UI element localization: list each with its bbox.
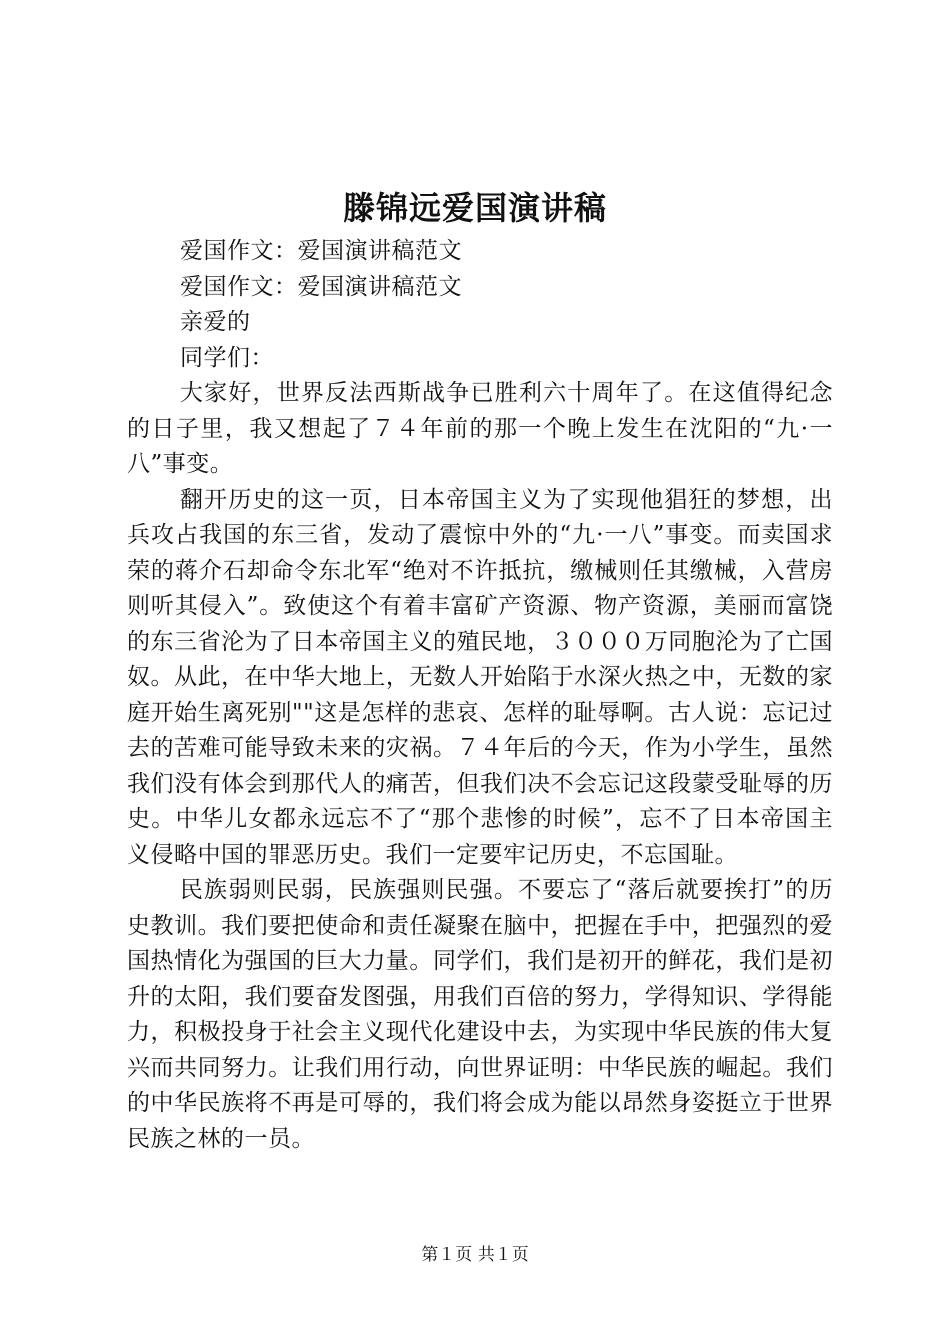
header-line: 爱国作文：爱国演讲稿范文 (180, 273, 462, 300)
salutation-line: 同学们： (180, 344, 274, 371)
document-title: 滕锦远爱国演讲稿 (342, 189, 607, 227)
document-body (127, 234, 833, 1157)
header-line: 爱国作文：爱国演讲稿范文 (180, 238, 462, 264)
salutation-line: 亲爱的 (180, 309, 251, 335)
paragraph: 大家好，世界反法西斯战争已胜利六十周年了。在这值得纪念的日子里，我又想起了７４年前的那一个晚上发生在沈阳的“九·一八”事变。 (127, 380, 833, 477)
paragraph: 民族弱则民弱，民族强则民强。不要忘了“落后就要挨打”的历史教训。我们要把使命和责任凝聚在脑中，把握在手中，把强烈的爱国热情化为强国的巨大力量。同学们，我们是初开的鲜花，我们是初升的太阳，我们要奋发图强，用我们百倍的努力，学得知识、学得能力，积极投身于社会主义现代化建设中去，为实现中华民族的伟大复兴而共同努力。让我们用行动，向世界证明：中华民族的崛起。我们的中华民族将不再是可辱的，我们将会成为能以昂然身姿挺立于世界民族之林的一员。 (127, 877, 833, 1152)
page-footer: 第１页 共１页 (421, 1245, 529, 1265)
paragraph: 翻开历史的这一页，日本帝国主义为了实现他猖狂的梦想，出兵攻占我国的东三省，发动了震惊中外的“九·一八”事变。而卖国求荣的蒋介石却命令东北军“绝对不许抵抗，缴械则任其缴械，入营房则听其侵入”。致使这个有着丰富矿产资源、物产资源，美丽而富饶的东三省沦为了日本帝国主义的殖民地，３０００万同胞沦为了亡国奴。从此，在中华大地上，无数人开始陷于水深火热之中，无数的家庭开始生离死别""这是怎样的悲哀、怎样的耻辱啊。古人说：忘记过去的苦难可能导致未来的灾祸。７４年后的今天，作为小学生，虽然我们没有体会到那代人的痛苦，但我们决不会忘记这段蒙受耻辱的历史。中华儿女都永远忘不了“那个悲惨的时候”，忘不了日本帝国主义侵略中国的罪恶历史。我们一定要牢记历史，不忘国耻。 (127, 486, 833, 868)
